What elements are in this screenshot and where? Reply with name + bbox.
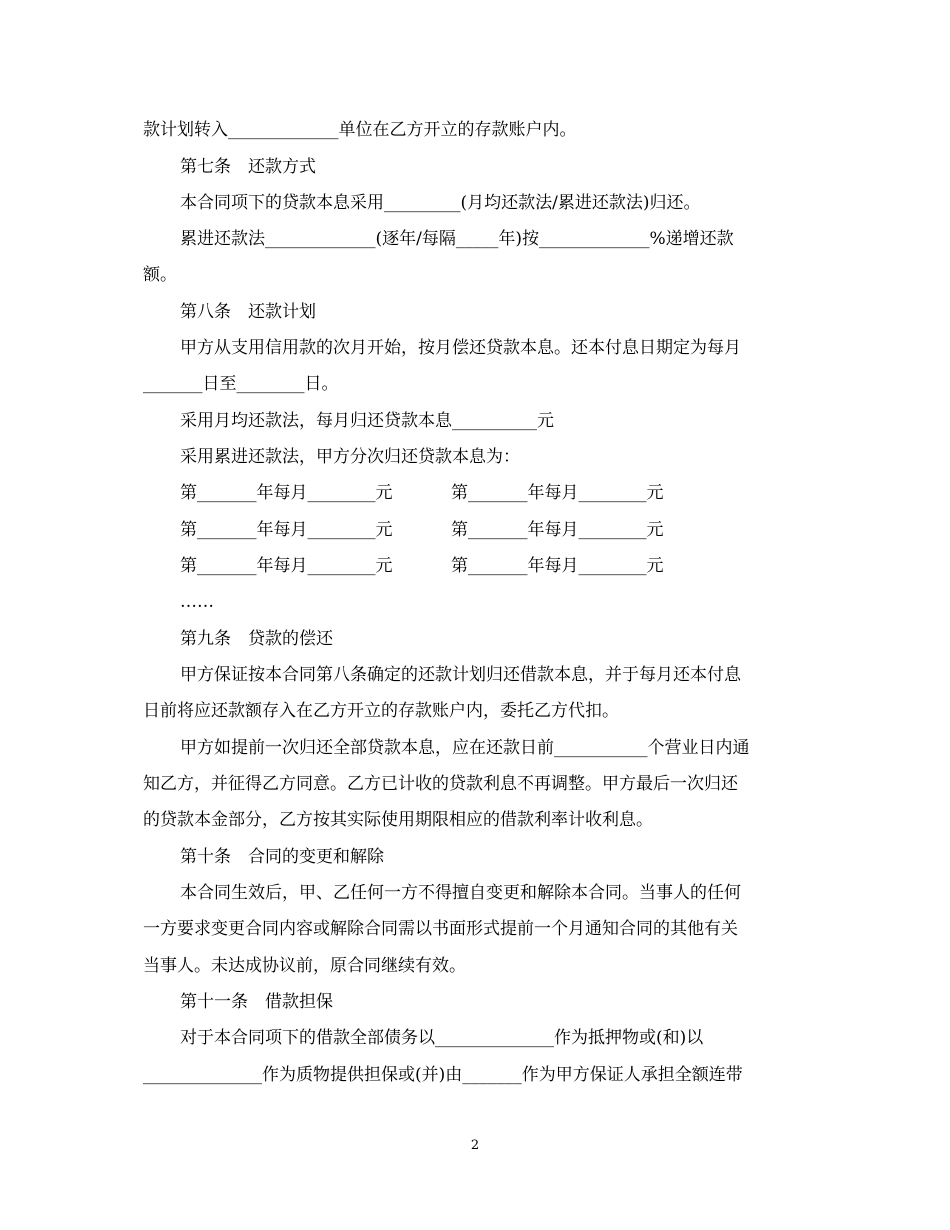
- text-line: 一方要求变更合同内容或解除合同需以书面形式提前一个月通知合同的其他有关: [143, 919, 738, 939]
- text-line: 额。: [143, 265, 177, 285]
- text-line: 日前将应还款额存入在乙方开立的存款账户内，委托乙方代扣。: [143, 701, 619, 721]
- text-line: 甲方从支用信用款的次月开始，按月偿还贷款本息。还本付息日期定为每月: [180, 338, 741, 358]
- text-line: 知乙方，并征得乙方同意。乙方已计收的贷款利息不再调整。甲方最后一次归还: [143, 774, 738, 794]
- text-line: 累进还款法_____________(逐年/每隔_____年)按_____________%递增还款: [180, 229, 734, 249]
- schedule-cell: 第_______年每月________元: [451, 483, 664, 503]
- article-heading: 第十条 合同的变更和解除: [180, 847, 384, 867]
- text-line: 甲方保证按本合同第八条确定的还款计划归还借款本息，并于每月还本付息: [180, 665, 741, 685]
- article-heading: 第八条 还款计划: [180, 302, 316, 322]
- text-line: 对于本合同项下的借款全部债务以______________作为抵押物或(和)以: [180, 1028, 704, 1048]
- text-line: 采用月均还款法，每月归还贷款本息__________元: [180, 411, 554, 431]
- text-line: _______日至________日。: [143, 374, 339, 394]
- text-line: 款计划转入_____________单位在乙方开立的存款账户内。: [143, 120, 577, 140]
- article-heading: 第七条 还款方式: [180, 157, 316, 177]
- article-heading: 第九条 贷款的偿还: [180, 629, 333, 649]
- schedule-cell: 第_______年每月________元: [180, 520, 393, 540]
- text-line: 本合同生效后，甲、乙任何一方不得擅自变更和解除本合同。当事人的任何: [180, 883, 741, 903]
- article-heading: 第十一条 借款担保: [180, 992, 333, 1012]
- text-line: 本合同项下的贷款本息采用_________(月均还款法/累进还款法)归还。: [180, 193, 701, 213]
- schedule-cell: 第_______年每月________元: [451, 556, 664, 576]
- text-line: 当事人。未达成协议前，原合同继续有效。: [143, 956, 466, 976]
- schedule-cell: 第_______年每月________元: [180, 556, 393, 576]
- schedule-cell: 第_______年每月________元: [180, 483, 393, 503]
- text-line: 采用累进还款法，甲方分次归还贷款本息为：: [180, 447, 520, 467]
- text-line: ______________作为质物提供担保或(并)由_______作为甲方保证人承担全额连带: [143, 1065, 743, 1085]
- ellipsis: ……: [180, 592, 214, 612]
- text-line: 甲方如提前一次归还全部贷款本息，应在还款日前___________个营业日内通: [180, 738, 750, 758]
- schedule-cell: 第_______年每月________元: [451, 520, 664, 540]
- page-number: 2: [470, 1138, 480, 1153]
- text-line: 的贷款本金部分，乙方按其实际使用期限相应的借款利率计收利息。: [143, 810, 653, 830]
